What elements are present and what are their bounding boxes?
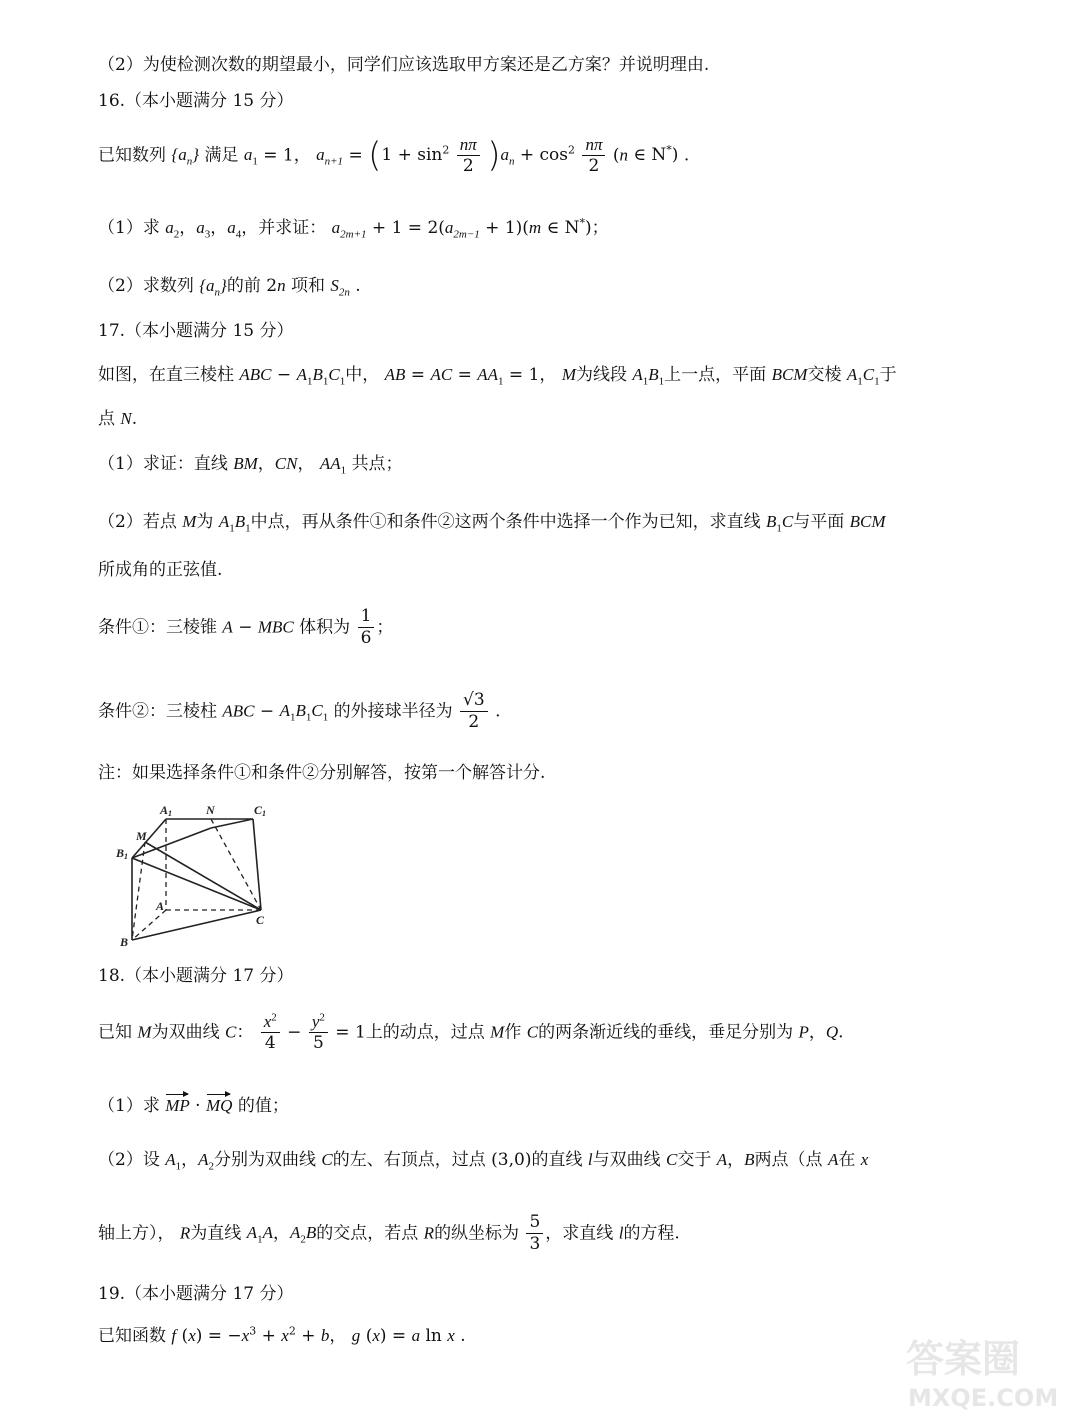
q15-part2: （2）为使检测次数的期望最小，同学们应该选取甲方案还是乙方案？并说明理由. — [98, 55, 710, 75]
edge-top-right — [211, 819, 253, 828]
label-b1: B1 — [116, 846, 129, 861]
edge-c1-c — [253, 819, 261, 910]
q19-heading: 19.（本小题满分 17 分） — [98, 1284, 294, 1304]
q16-part1: （1）求 $a_2$，$a_3$，$a_4$，并求证： $a_{2m+1} + 1 = 2(a_{2m-1} + 1)(m$ ∈ N*)； — [98, 216, 609, 241]
label-c1: C1 — [254, 803, 267, 818]
q17-part1: （1）求证：直线 BM，CN， $AA_1$ 共点； — [98, 454, 403, 477]
q17-intro-cont: 点 N. — [98, 409, 138, 429]
edge-b-c — [132, 910, 261, 940]
q16-part2: （2）求数列 $\{a_n\}$的前 2n 项和 $S_{2n}$ . — [98, 276, 361, 299]
q19-intro: 已知函数 f $(x) = -x^3 + x^2 + b$， g (x) = a ln x . — [98, 1324, 466, 1346]
q17-condition2: 条件②：三棱柱 ABC − $A_1B_1C_1$ 的外接球半径为 $\frac{√3}{2}$ . — [98, 690, 501, 733]
label-a: A — [156, 899, 165, 913]
q18-heading: 18.（本小题满分 17 分） — [98, 966, 294, 986]
q18-part1: （1）求 MP · MQ 的值； — [98, 1096, 289, 1116]
q18-intro: 已知 M为双曲线 C： $\frac{x^2}{4}$ − $\frac{y^2}{5}$ = 1上的动点，过点 M作 C的两条渐近线的垂线，垂足分别为 P，Q. — [98, 1011, 844, 1054]
watermark-logo — [900, 1326, 1080, 1411]
q16-intro: 已知数列 $\{a_n\}$ 满足 $a_1 = 1$， $a_{n+1} = (1 + \sin^2$ $\frac{n\pi}{2}$ )$a_n + \cos^2$ $\frac{n\pi}{2}$ (n ∈ N*) . — [98, 135, 690, 177]
label-b: B — [120, 935, 129, 949]
q18-part2: （2）设 $A_1$，$A_2$分别为双曲线 C的左、右顶点，过点 (3,0)的直线 l与双曲线 C交于 A，B两点（点 A在 x — [98, 1150, 869, 1173]
q17-heading: 17.（本小题满分 15 分） — [98, 321, 294, 341]
svg-text:答案圈: 答案圈 — [906, 1337, 1021, 1381]
q17-note: 注：如果选择条件①和条件②分别解答，按第一个解答计分. — [98, 763, 546, 783]
label-m: M — [136, 829, 147, 843]
label-c: C — [256, 913, 265, 927]
label-n: N — [206, 803, 215, 817]
q17-intro: 如图，在直三棱柱 ABC − $A_1B_1C_1$中， AB = AC = $AA_1 = 1$， M为线段 $A_1B_1$上一点，平面 BCM交棱 $A_1C_1$于 — [98, 365, 897, 388]
q17-part2-cont: 所成角的正弦值. — [98, 560, 223, 580]
q17-part2: （2）若点 M为 $A_1B_1$中点，再从条件①和条件②这两个条件中选择一个作为已知，求直线 $B_1C$与平面 BCM — [98, 512, 886, 535]
edge-b1-c — [132, 858, 261, 910]
label-a1: A1 — [160, 803, 173, 818]
q17-condition1: 条件①：三棱锥 A − MBC 体积为 $\frac{1}{6}$ ； — [98, 606, 394, 649]
q18-part2-cont: 轴上方）， R为直线 $A_1A$，$A_2B$的交点，若点 R的纵坐标为 $\frac{5}{3}$ ，求直线 l的方程. — [98, 1212, 680, 1255]
prism-figure — [98, 800, 288, 952]
svg-text:MXQE.COM: MXQE.COM — [908, 1384, 1059, 1411]
q16-heading: 16.（本小题满分 15 分） — [98, 91, 294, 111]
